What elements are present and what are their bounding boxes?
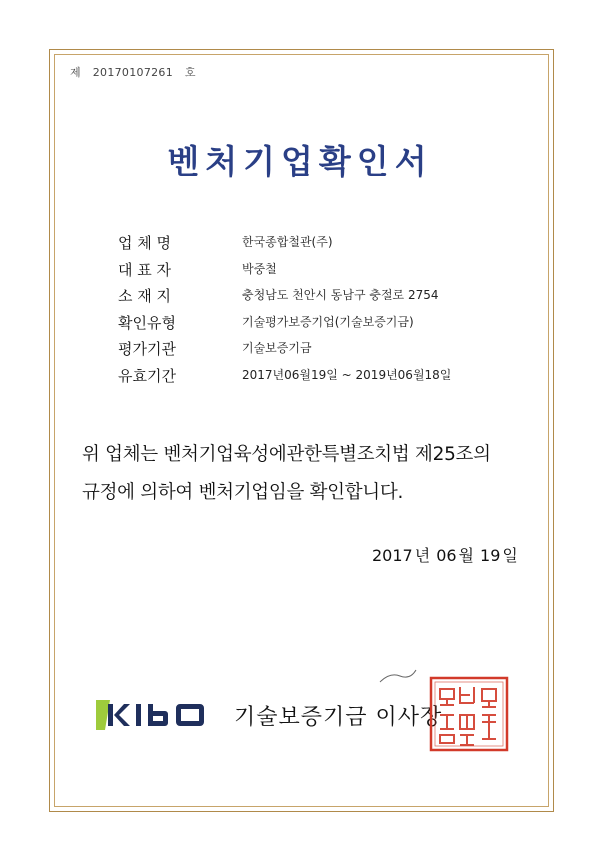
field-value: 2017년06월19일 ~ 2019년06월18일 [242, 367, 452, 382]
field-label [118, 285, 216, 306]
field-label [118, 312, 216, 333]
issue-date [372, 543, 524, 566]
field-label [118, 365, 216, 386]
field-label-text: 대 표 자 [118, 260, 172, 279]
issue-year-unit: 년 [414, 546, 431, 565]
certificate-number [70, 64, 204, 80]
certificate-statement [82, 436, 530, 512]
statement-line-2: 규정에 의하여 벤처기업임을 확인합니다. [82, 482, 404, 503]
page-title: 벤처기업확인서 [167, 142, 433, 181]
cert-number-value: 20170107261 [92, 66, 174, 79]
field-label-text: 확인유형 [118, 313, 176, 332]
issue-month: 06 [436, 546, 457, 565]
field-value: 한국종합철관(주) [242, 235, 333, 249]
field-label [118, 232, 216, 253]
issue-day: 19 [480, 546, 501, 565]
field-value: 기술평가보증기업(기술보증기금) [242, 314, 414, 329]
field-value: 충청남도 천안시 동남구 충절로 2754 [242, 288, 439, 302]
field-label-text: 업 체 명 [118, 234, 172, 252]
issuer-name: 기술보증기금 이사장 [234, 705, 443, 730]
field-label-text: 소 재 지 [118, 287, 172, 305]
issue-month-unit: 월 [458, 546, 475, 565]
official-seal-stamp [428, 675, 510, 753]
field-label [118, 338, 216, 359]
field-label [118, 259, 216, 280]
issue-day-unit: 일 [502, 546, 518, 565]
issue-year: 2017 [372, 546, 413, 565]
cert-number-prefix: 제 [70, 66, 81, 79]
field-value: 박중철 [242, 261, 277, 276]
field-label-text: 평가기관 [118, 340, 176, 358]
field-label-text: 유효기간 [118, 366, 176, 385]
kibo-logo [96, 700, 218, 730]
statement-line-1: 위 업체는 벤처기업육성에관한특별조치법 제25조의 [82, 444, 491, 465]
cert-number-suffix: 호 [184, 66, 196, 79]
signature-mark [378, 668, 418, 684]
field-value: 기술보증기금 [242, 341, 312, 355]
